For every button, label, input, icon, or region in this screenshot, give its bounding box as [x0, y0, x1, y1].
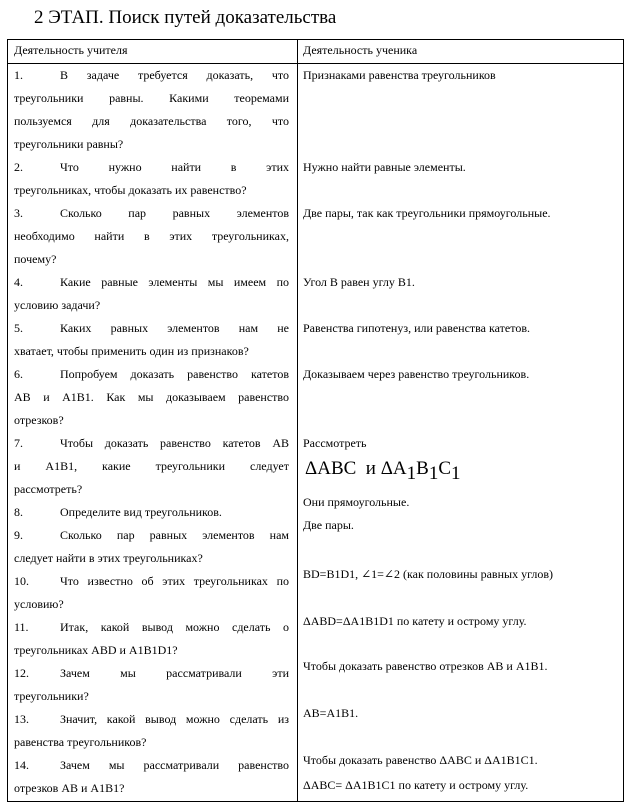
- question-number: 5.: [14, 321, 23, 335]
- student-answer-4: Угол В равен углу В1.: [303, 275, 415, 289]
- question-number: 7.: [14, 436, 23, 450]
- teacher-question-6: 6. Попробуем доказать равенство катетов АВ и А1В1. Как мы доказываем равенство отрезков?: [14, 363, 289, 432]
- student-answer-7: Рассмотреть: [303, 436, 367, 450]
- teacher-question-3: 3. Сколько пар равных элементов необходимо найти в этих треугольниках, почему?: [14, 202, 289, 271]
- teacher-question-11: 11. Итак, какой вывод можно сделать о треугольниках ABD и A1B1D1?: [14, 616, 289, 662]
- student-answer-15: ΔАВС= ΔА1В1С1 по катету и острому углу.: [303, 778, 529, 792]
- question-number: 12.: [14, 666, 29, 680]
- student-column-header: Деятельность ученика: [303, 43, 418, 57]
- student-answer-5: Равенства гипотенуз, или равенства катетов.: [303, 321, 530, 335]
- teacher-question-14: 14. Зачем мы рассматривали равенство отрезков АВ и А1В1?: [14, 754, 289, 800]
- teacher-question-4: 4. Какие равные элементы мы имеем по условию задачи?: [14, 271, 289, 317]
- teacher-question-8: 8. Определите вид треугольников.: [14, 501, 289, 524]
- student-answer-1: Признаками равенства треугольников: [303, 68, 496, 82]
- question-number: 14.: [14, 758, 29, 772]
- page-title: 2 ЭТАП. Поиск путей доказательства: [34, 7, 337, 28]
- teacher-column-header: Деятельность учителя: [14, 43, 128, 57]
- student-answer-12: Чтобы доказать равенство отрезков АВ и А1В1.: [303, 659, 548, 673]
- student-answer-13: AB=A1B1.: [303, 706, 359, 720]
- teacher-question-10: 10. Что известно об этих треугольниках по условию?: [14, 570, 289, 616]
- question-number: 2.: [14, 160, 23, 174]
- teacher-question-5: 5. Каких равных элементов нам не хватает, чтобы применить один из признаков?: [14, 317, 289, 363]
- student-answer-2: Нужно найти равные элементы.: [303, 160, 466, 174]
- teacher-question-1: 1. В задаче требуется доказать, что треугольники равны. Какими теоремами пользуемся для доказательства того, что треугольники равны?: [14, 64, 289, 156]
- question-number: 3.: [14, 206, 23, 220]
- question-number: 11.: [14, 620, 29, 634]
- student-answer-11: ΔABD=ΔA1B1D1 по катету и острому углу.: [303, 614, 527, 628]
- teacher-question-2: 2. Что нужно найти в этих треугольниках, чтобы доказать их равенство?: [14, 156, 289, 202]
- question-number: 8.: [14, 505, 23, 519]
- question-number: 6.: [14, 367, 23, 381]
- question-number: 1.: [14, 68, 23, 82]
- column-divider: [297, 40, 298, 801]
- question-number: 10.: [14, 574, 29, 588]
- student-answer-6: Доказываем через равенство треугольников.: [303, 367, 530, 381]
- student-answer-10: BD=B1D1, ∠1=∠2 (как половины равных углов): [303, 567, 554, 581]
- teacher-question-7: 7. Чтобы доказать равенство катетов АВ и А1В1, какие треугольники следует рассмотреть?: [14, 432, 289, 501]
- question-number: 9.: [14, 528, 23, 542]
- question-number: 4.: [14, 275, 23, 289]
- teacher-question-13: 13. Значит, какой вывод можно сделать из равенства треугольников?: [14, 708, 289, 754]
- triangles-formula: ΔABC и $\Delta A_1B_1C_1$: [305, 458, 461, 484]
- student-answer-3: Две пары, так как треугольники прямоугольные.: [303, 206, 551, 220]
- student-answer-9: Две пары.: [303, 518, 354, 532]
- question-number: 13.: [14, 712, 29, 726]
- student-answer-14: Чтобы доказать равенство ΔАВС и ΔА1В1С1.: [303, 753, 538, 767]
- student-answer-8: Они прямоугольные.: [303, 495, 410, 509]
- activity-table: [7, 39, 624, 802]
- teacher-question-12: 12. Зачем мы рассматривали эти треугольники?: [14, 662, 289, 708]
- teacher-question-9: 9. Сколько пар равных элементов нам следует найти в этих треугольниках?: [14, 524, 289, 570]
